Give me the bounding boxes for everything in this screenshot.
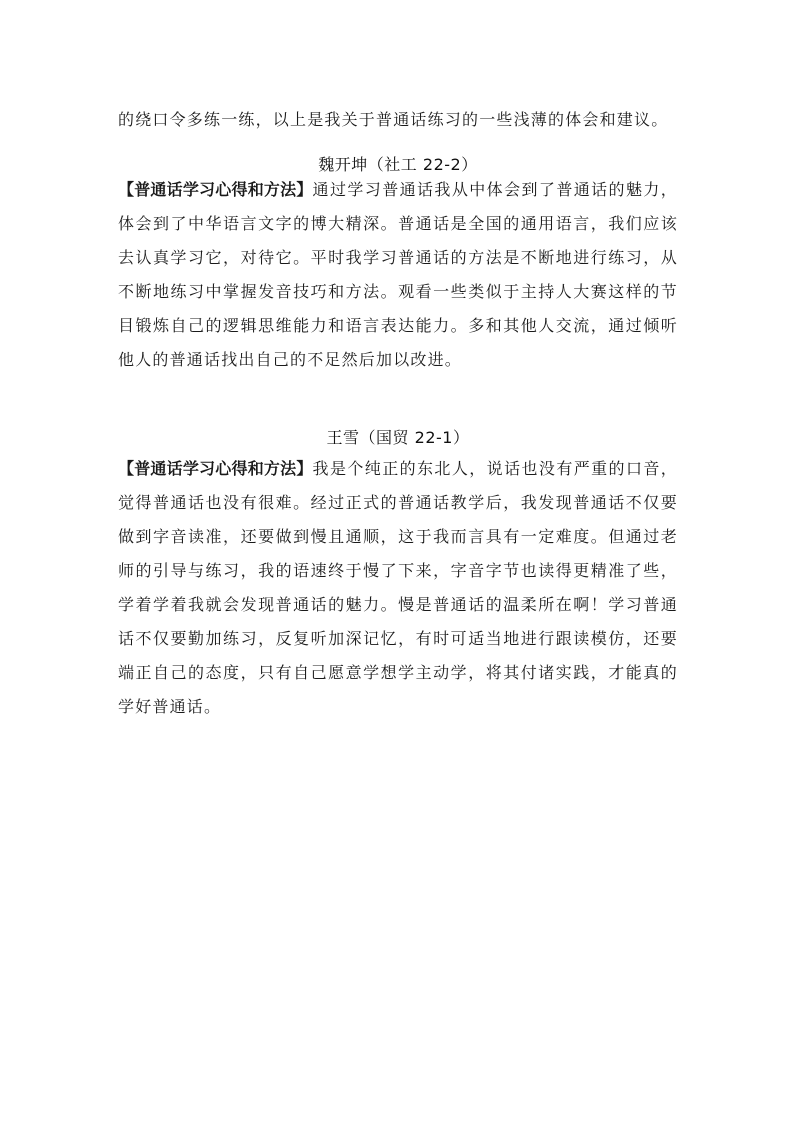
section-body-text: 通过学习普通话我从中体会到了普通话的魅力，体会到了中华语言文字的博大精深。普通话是全国的通用语言，我们应该去认真学习它，对待它。平时我学习普通话的方法是不断地进行练习，从不断地练习中掌握发音技巧和方法。观看一些类似于主持人大赛这样的节目锻炼自己的逻辑思维能力和语言表达能力。多和其他人交流，通过倾听他人的普通话找出自己的不足然后加以改进。 [118, 180, 678, 369]
section-tag: 【普通话学习心得和方法】 [118, 180, 313, 199]
section-body-text: 我是个纯正的东北人，说话也没有严重的口音，觉得普通话也没有很难。经过正式的普通话教学后，我发现普通话不仅要做到字音读准，还要做到慢且通顺，这于我而言具有一定难度。但通过老师的引导与练习，我的语速终于慢了下来，字音字节也读得更精准了些，学着学着我就会发现普通话的魅力。慢是普通话的温柔所在啊！学习普通话不仅要勤加练习，反复听加深记忆，有时可适当地进行跟读模仿，还要端正自己的态度，只有自己愿意学想学主动学，将其付诸实践，才能真的学好普通话。 [118, 459, 678, 716]
continuation-text: 的绕口令多练一练，以上是我关于普通话练习的一些浅薄的体会和建议。 [118, 110, 669, 129]
section-heading-wangxue: 王雪（国贸 22-1） [326, 428, 470, 447]
section-body-weikaikun [118, 173, 678, 377]
section-body-wangxue [118, 452, 678, 724]
section-tag: 【普通话学习心得和方法】 [118, 459, 313, 478]
section-heading-weikaikun: 魏开坤（社工 22-2） [318, 155, 478, 174]
